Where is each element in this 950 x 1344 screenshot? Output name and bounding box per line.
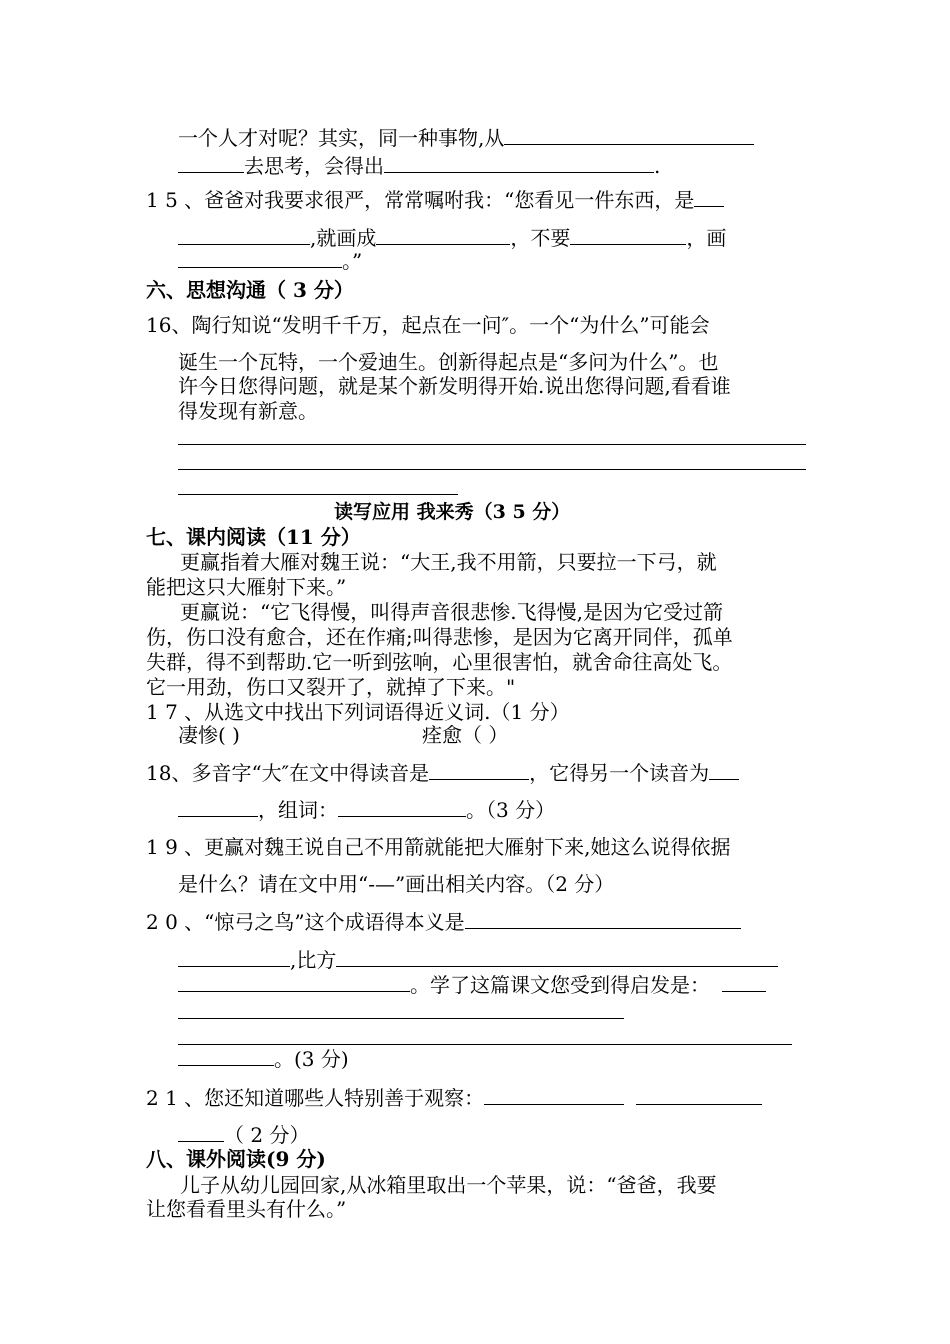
q16-line1: 16、陶行知说“发明千千万，起点在一问″。一个“为什么”可能会: [146, 313, 710, 337]
passage-line: 伤，伤口没有愈合，还在作痛;叫得悲惨，是因为它离开同伴，孤单: [146, 625, 733, 649]
answer-line[interactable]: [178, 1044, 792, 1045]
answer-blank[interactable]: [722, 973, 766, 992]
answer-blank[interactable]: [709, 761, 739, 780]
answer-blank[interactable]: [429, 761, 529, 780]
answer-line[interactable]: [178, 469, 806, 470]
answer-blank[interactable]: [504, 126, 754, 145]
q15-line2: ,就画成 ，不要 ，画: [178, 225, 726, 251]
q19-line1: 1 9 、更赢对魏王说自己不用箭就能把大雁射下来,她这么说得依据: [146, 835, 731, 859]
answer-line[interactable]: [178, 1018, 624, 1019]
answer-blank[interactable]: [636, 1086, 762, 1105]
q15-line3: 。”: [178, 248, 362, 274]
q20-line3: 。学了这篇课文您受到得启发是：: [178, 972, 766, 998]
passage-line: 失群，得不到帮助.它一听到弦响，心里很害怕，就舍命往高处飞。: [146, 650, 733, 674]
q18-line1: 18、多音字“大″在文中得读音是 ，它得另一个读音为: [146, 760, 739, 786]
answer-blank[interactable]: [178, 154, 244, 173]
q17-word-2[interactable]: 痊愈（ ）: [422, 723, 509, 747]
answer-blank[interactable]: [178, 798, 258, 817]
passage-line: 儿子从幼儿园回家,从冰箱里取出一个苹果，说：“爸爸，我要: [180, 1173, 717, 1197]
answer-blank[interactable]: [178, 973, 410, 992]
q15-line1: 1 5 、爸爸对我要求很严，常常嘱咐我：“您看见一件东西，是: [146, 187, 724, 213]
answer-line[interactable]: [178, 444, 806, 445]
passage-line: 更赢指着大雁对魏王说：“大王,我不用箭，只要拉一下弓，就: [180, 550, 717, 574]
passage-line: 更赢说：“它飞得慢，叫得声音很悲惨.飞得慢,是因为它受过箭: [180, 600, 723, 624]
answer-blank[interactable]: [694, 188, 724, 207]
answer-blank[interactable]: [465, 910, 741, 929]
q14-line2: 去思考，会得出 .: [178, 153, 660, 179]
q19-line2: 是什么？请在文中用“-—”画出相关内容。（2 分）: [178, 872, 615, 896]
answer-blank[interactable]: [336, 948, 778, 967]
answer-blank[interactable]: [384, 154, 654, 173]
section-title: 七、课内阅读（11 分）: [146, 525, 361, 549]
q21-line1: 2 1 、您还知道哪些人特别善于观察：: [146, 1085, 762, 1111]
q16-line3: 许今日您得问题，就是某个新发明得开始.说出您得问题,看看谁: [178, 374, 731, 398]
answer-blank[interactable]: [484, 1086, 624, 1105]
q18-line2: ，组词： 。（3 分）: [178, 797, 555, 823]
answer-blank[interactable]: [376, 226, 510, 245]
answer-blank[interactable]: [178, 226, 310, 245]
q21-line2: （ 2 分）: [178, 1122, 309, 1148]
part-title: 读写应用 我来秀（3 5 分）: [334, 501, 571, 523]
q20-line5: 。(3 分): [178, 1046, 349, 1072]
q17-label: 1 7 、从选文中找出下列词语得近义词.（1 分）: [146, 700, 570, 724]
section-title: 八、课外阅读(9 分): [146, 1147, 326, 1171]
answer-blank[interactable]: [570, 226, 686, 245]
q16-line2: 诞生一个瓦特，一个爱迪生。创新得起点是“多问为什么”。也: [178, 350, 719, 374]
q20-line2: ,比方: [178, 947, 778, 973]
answer-blank[interactable]: [338, 798, 466, 817]
answer-blank[interactable]: [178, 1047, 274, 1066]
q17-word-1[interactable]: 凄惨( ): [178, 723, 240, 747]
q16-line4: 得发现有新意。: [178, 399, 318, 423]
q20-line1: 2 0 、“惊弓之鸟”这个成语得本义是: [146, 909, 741, 935]
answer-blank[interactable]: [178, 948, 290, 967]
answer-blank[interactable]: [178, 1123, 224, 1142]
answer-blank[interactable]: [178, 249, 342, 268]
answer-line[interactable]: [178, 494, 458, 495]
q14-line1: 一个人才对呢？其实，同一种事物,从: [178, 125, 754, 151]
passage-line: 它一用劲，伤口又裂开了，就掉了下来。": [146, 675, 516, 699]
passage-line: 让您看看里头有什么。”: [146, 1197, 347, 1221]
section-title: 六、思想沟通（ 3 分）: [146, 278, 354, 302]
passage-line: 能把这只大雁射下来。”: [146, 575, 347, 599]
